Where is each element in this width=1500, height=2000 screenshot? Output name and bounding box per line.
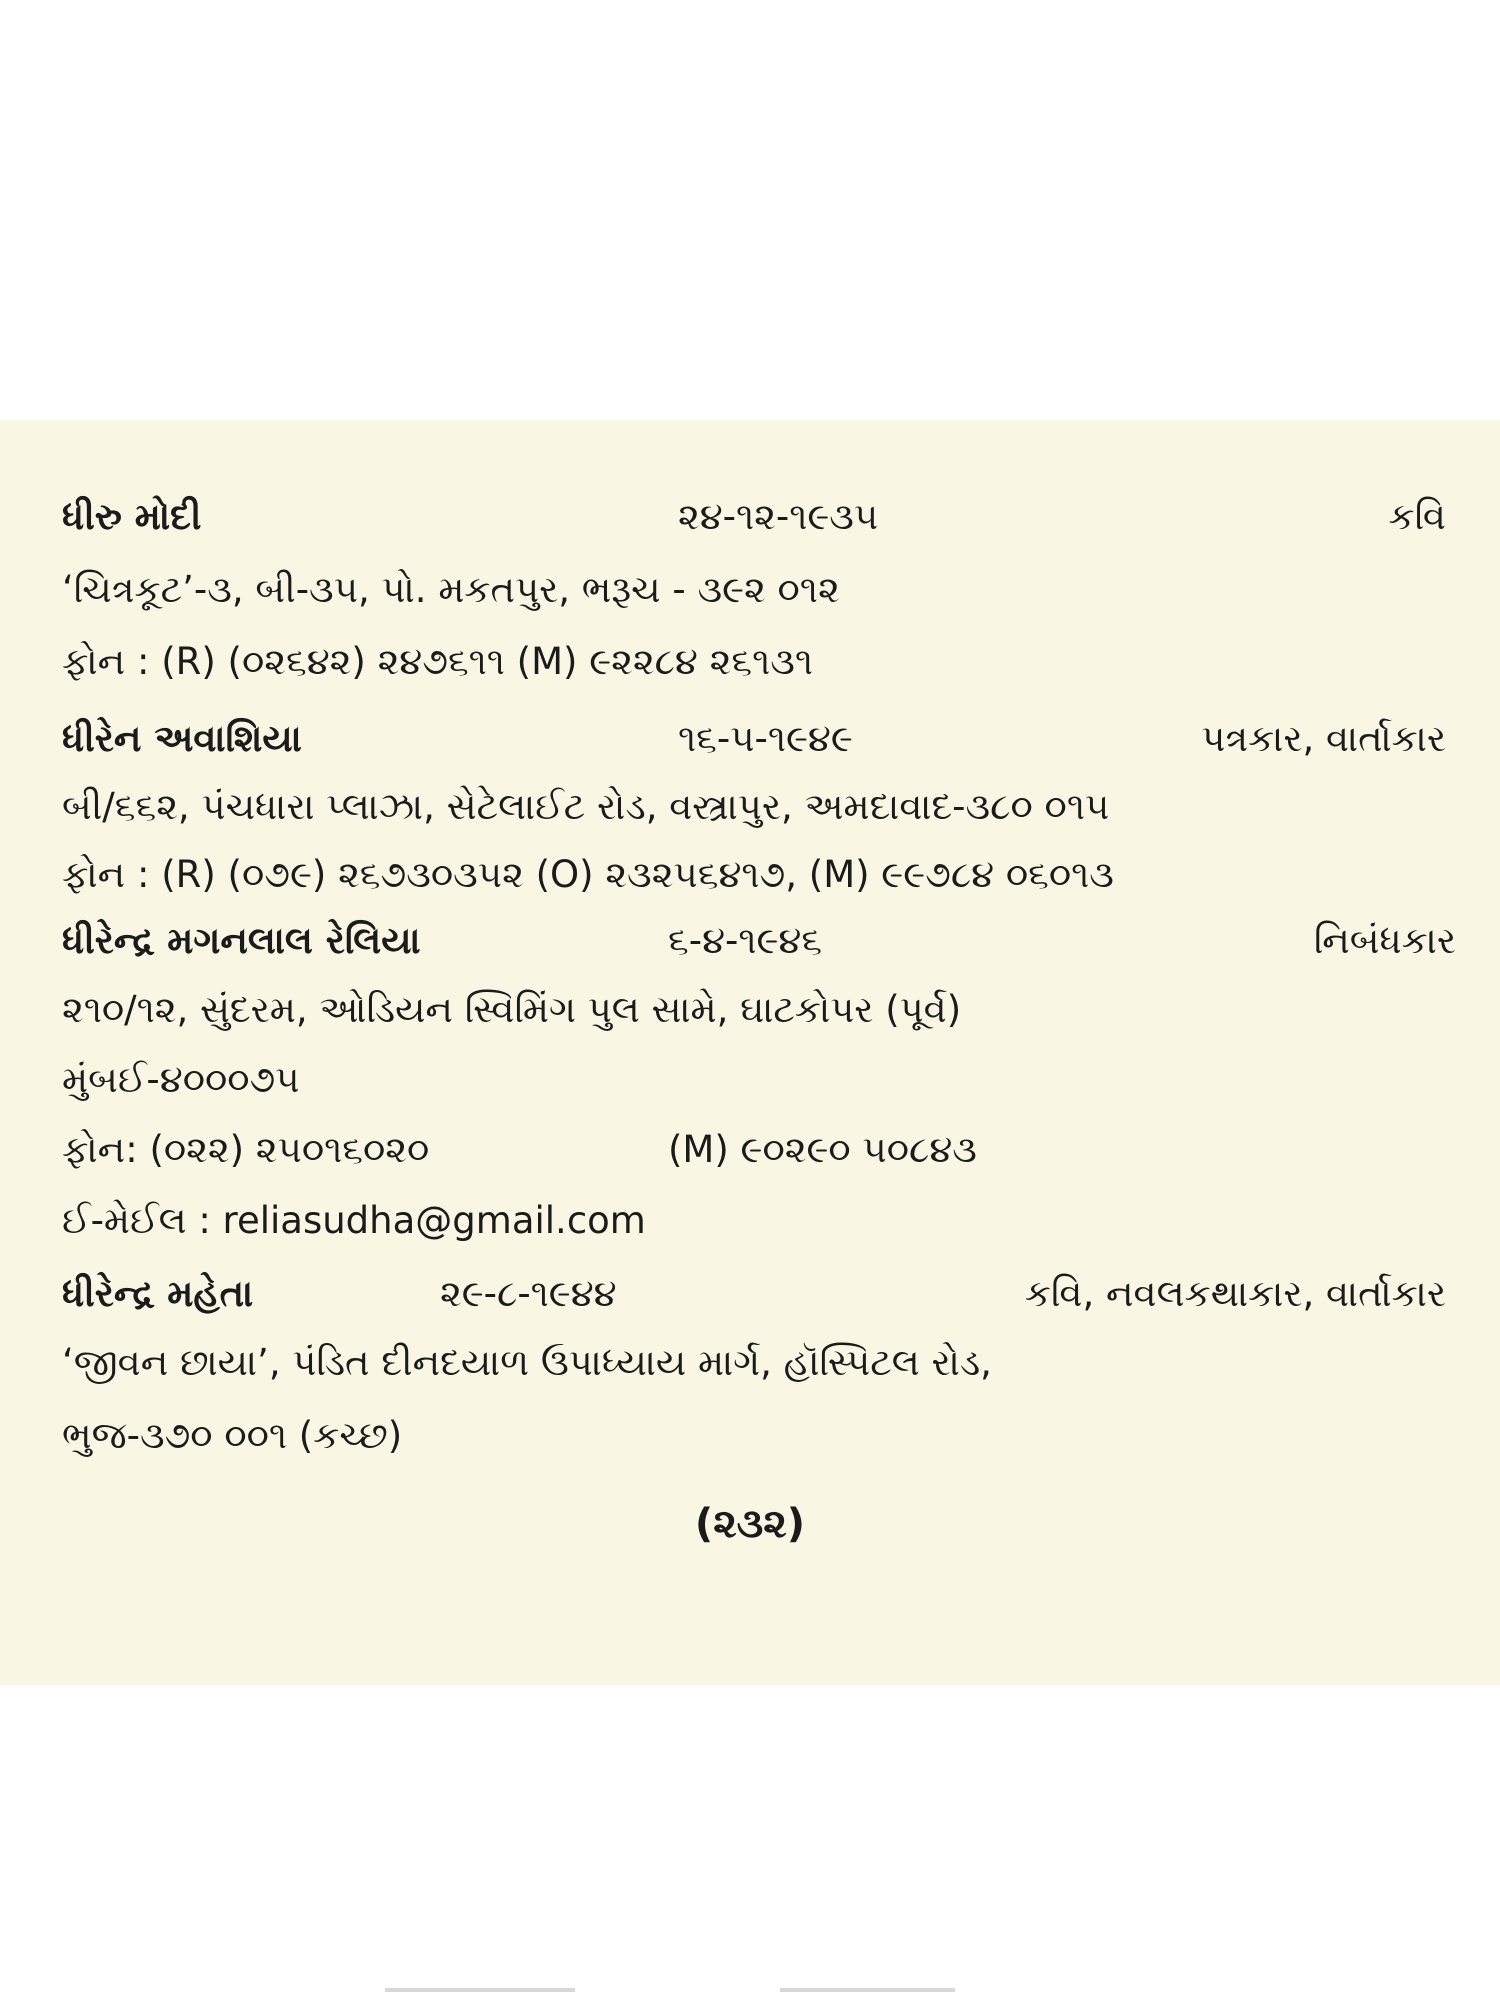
scan-edge-mark [385, 1988, 575, 1992]
entry-1-phone: ફોન : (R) (૦૨૬૪૨) ૨૪૭૬૧૧ (M) ૯૨૨૮૪ ૨૬૧૩૧ [62, 640, 813, 683]
entry-1-role: કવિ [1388, 495, 1446, 538]
entry-2-phone: ફોન : (R) (૦૭૯) ૨૬૭૩૦૩૫૨ (O) ૨૩૨૫૬૪૧૭, (M) ૯૯૭૮૪ ૦૬૦૧૩ [62, 853, 1114, 896]
entry-4-address: ‘જીવન છાયા’, પંડિત દીનદયાળ ઉપાધ્યાય માર્ગ, હૉસ્પિટલ રોડ, [62, 1341, 992, 1384]
entry-2-role: પત્રકાર, વાર્તાકાર [1201, 717, 1446, 760]
entry-2-dob: ૧૬-૫-૧૯૪૯ [678, 717, 853, 760]
entry-3-phone: ફોન: (૦૨૨) ૨૫૦૧૬૦૨૦ [62, 1128, 430, 1171]
page-number: (૨૩૨) [694, 1501, 806, 1547]
entry-1-address: ‘ચિત્રકૂટ’-૩, બી-૩૫, પો. મકતપુર, ભરૂચ - ૩૯૨ ૦૧૨ [62, 568, 840, 611]
entry-3-role: નિબંધકાર [1313, 919, 1456, 962]
entry-4-city: ભુજ-૩૭૦ ૦૦૧ (કચ્છ) [62, 1414, 403, 1457]
entry-3-city: મુંબઈ-૪૦૦૦૭૫ [62, 1058, 300, 1101]
entry-3-mobile: (M) ૯૦૨૯૦ ૫૦૮૪૩ [668, 1128, 977, 1171]
entry-1-name: ધીરુ મોદી [62, 495, 202, 538]
entry-3-email: ઈ-મેઈલ : reliasudha@gmail.com [62, 1199, 646, 1242]
scan-edge-mark [780, 1988, 955, 1992]
entry-3-dob: ૬-૪-૧૯૪૬ [668, 919, 823, 962]
entry-2-name: ધીરેન અવાશિયા [62, 717, 302, 760]
entry-4-name: ધીરેન્દ્ર મહેતા [62, 1272, 254, 1315]
entry-1-dob: ૨૪-૧૨-૧૯૩૫ [678, 495, 879, 538]
entry-4-dob: ૨૯-૮-૧૯૪૪ [440, 1272, 617, 1315]
entry-3-address: ૨૧૦/૧૨, સુંદરમ, ઓડિયન સ્વિમિંગ પુલ સામે, ઘાટકોપર (પૂર્વ) [62, 988, 962, 1031]
entry-2-address: બી/૬૬૨, પંચધારા પ્લાઝા, સેટેલાઈટ રોડ, વસ્ત્રાપુર, અમદાવાદ-૩૮૦ ૦૧૫ [62, 785, 1110, 828]
entry-4-role: કવિ, નવલકથાકાર, વાર્તાકાર [1024, 1272, 1446, 1315]
entry-3-name: ધીરેન્દ્ર મગનલાલ રેલિયા [62, 919, 421, 962]
